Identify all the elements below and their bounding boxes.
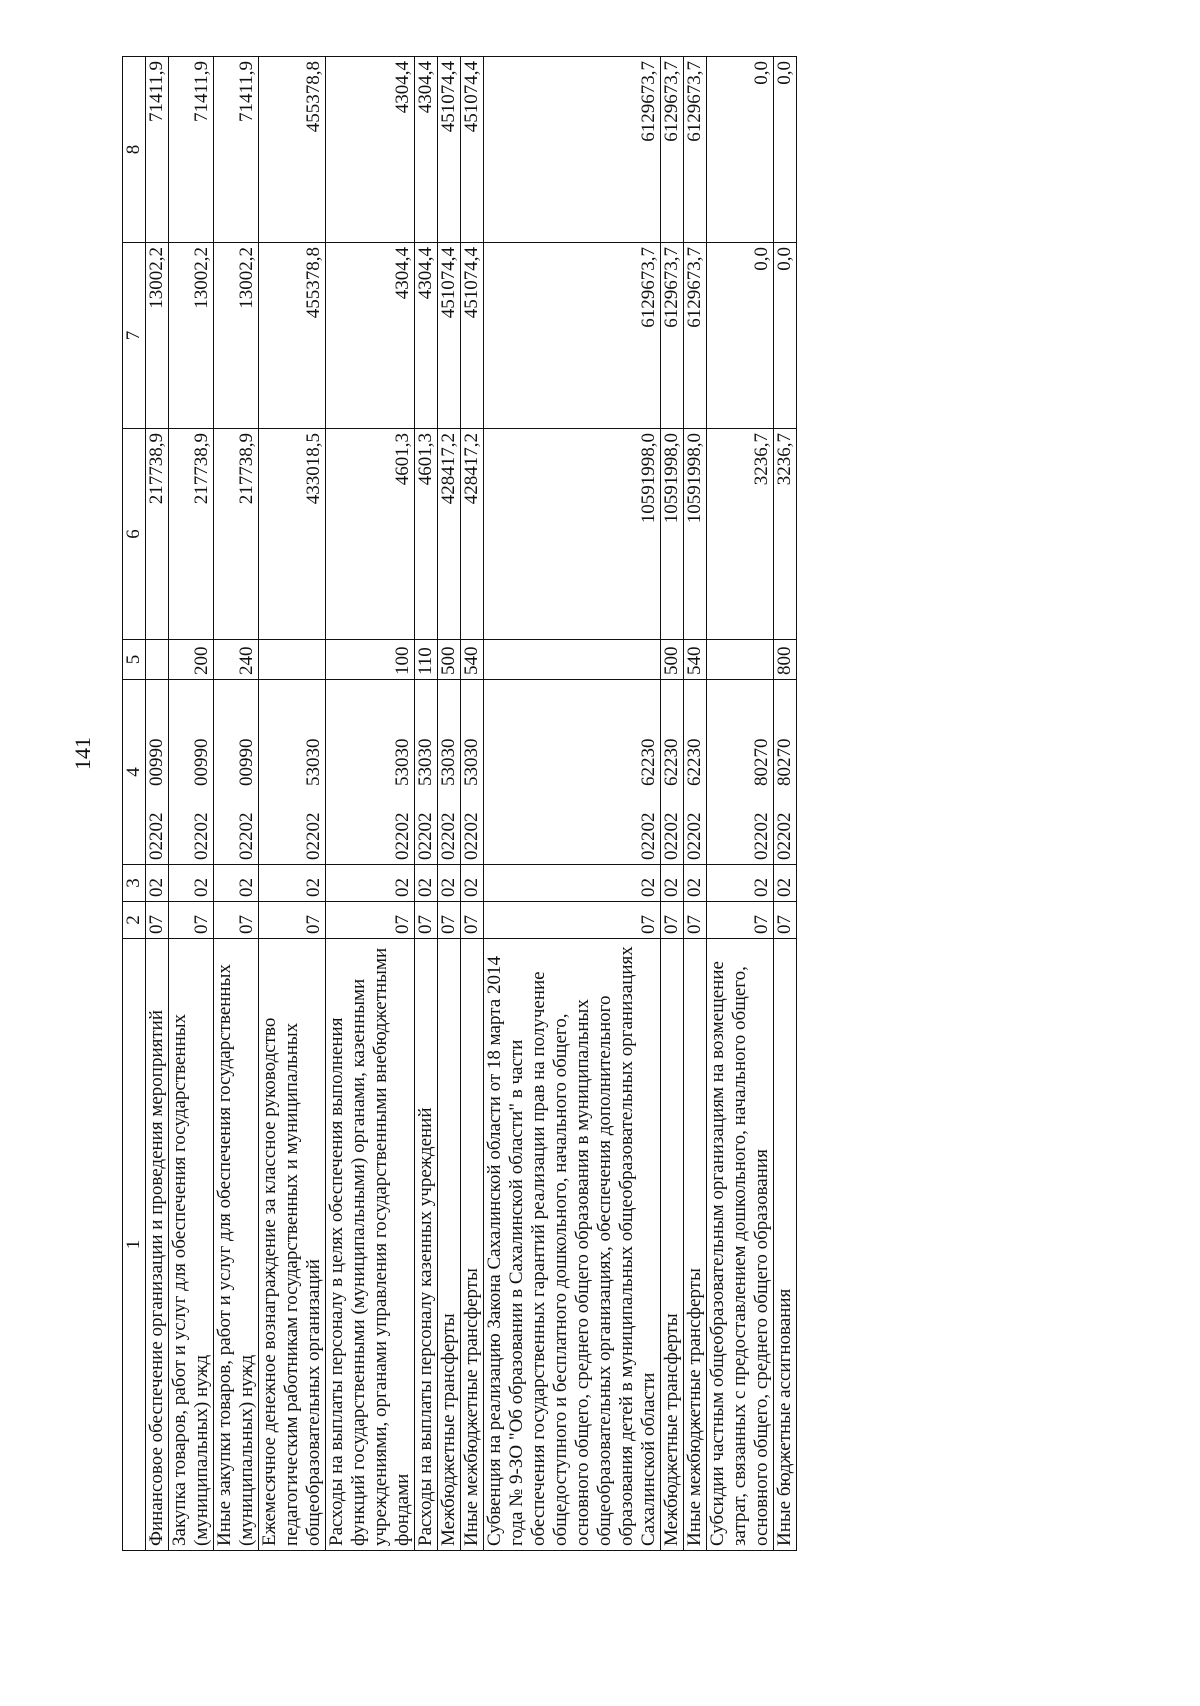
row-subsection: 02 [661,865,684,902]
row-amount-col-6: 10591998,0 [661,429,684,640]
row-subsection: 02 [707,865,774,902]
table-row [661,57,684,1551]
table-row [214,57,259,1551]
row-amount-col-8: 4304,4 [415,57,438,243]
table-row [461,57,484,1551]
row-section: 07 [259,902,326,939]
row-subsection: 02 [461,865,484,902]
row-section: 07 [146,902,169,939]
program-code-part: 00990 [146,738,167,786]
program-code-part: 02202 [303,812,324,860]
row-subsection: 02 [146,865,169,902]
row-description: Иные межбюджетные трансферты [461,939,484,1551]
program-code-part: 02202 [661,812,682,860]
program-code-part: 00990 [236,738,257,786]
row-expense-type: 540 [461,640,484,680]
row-amount-col-8: 71411,9 [214,57,259,243]
row-expense-type: 800 [774,640,797,680]
program-code-part: 80270 [751,738,772,786]
row-description: Субвенция на реализацию Закона Сахалинской области от 18 марта 2014 года № 9-ЗО "Об образовании в Сахалинской области" в части обеспечения государственных гарантий реализации прав на получение общедоступного и бесплатного дошкольного, начального общего, основного общего, среднего общего образования в муниципальных общеобразовательных организациях, обеспечения дополнительного образования детей в муниципальных общеобразовательных организациях Сахалинской области [484,939,661,1551]
row-amount-col-6: 217738,9 [169,429,214,640]
row-description: Иные закупки товаров, работ и услуг для обеспечения государственных (муниципальных) нужд [214,939,259,1551]
row-expense-type: 100 [326,640,415,680]
row-description: Расходы на выплаты персоналу в целях обеспечения выполнения функций государственными (муниципальными) органами, казенными учреждениями, органами управления государственными внебюджетными фондами [326,939,415,1551]
table-row [146,57,169,1551]
row-amount-col-7: 13002,2 [214,243,259,429]
budget-table [122,56,797,1551]
row-expense-type: 500 [438,640,461,680]
row-amount-col-7: 4304,4 [326,243,415,429]
row-description: Ежемесячное денежное вознаграждение за классное руководство педагогическим работникам государственных и муниципальных общеобразовательных организаций [259,939,326,1551]
program-code-part: 53030 [392,738,413,786]
row-amount-col-6: 217738,9 [214,429,259,640]
program-code-part: 53030 [461,738,482,786]
row-program-code [484,680,661,865]
row-amount-col-7: 6129673,7 [661,243,684,429]
program-code-part: 02202 [684,812,705,860]
row-amount-col-7: 6129673,7 [684,243,707,429]
table-row [415,57,438,1551]
row-amount-col-8: 455378,8 [259,57,326,243]
row-expense-type [146,640,169,680]
row-description: Межбюджетные трансферты [438,939,461,1551]
row-program-code [259,680,326,865]
row-amount-col-6: 428417,2 [461,429,484,640]
row-amount-col-8: 451074,4 [461,57,484,243]
header-col-1: 1 [123,939,146,1551]
table-row [259,57,326,1551]
row-expense-type [484,640,661,680]
table-row [484,57,661,1551]
row-program-code [438,680,461,865]
row-description: Закупка товаров, работ и услуг для обеспечения государственных (муниципальных) нужд [169,939,214,1551]
program-code-part: 00990 [191,738,212,786]
program-code-part: 80270 [774,738,795,786]
row-amount-col-6: 4601,3 [326,429,415,640]
row-amount-col-7: 451074,4 [438,243,461,429]
row-section: 07 [169,902,214,939]
row-section: 07 [707,902,774,939]
row-amount-col-7: 13002,2 [169,243,214,429]
row-subsection: 02 [214,865,259,902]
row-amount-col-6: 10591998,0 [484,429,661,640]
row-description: Межбюджетные трансферты [661,939,684,1551]
row-section: 07 [326,902,415,939]
row-program-code [461,680,484,865]
program-code-part: 02202 [438,812,459,860]
row-program-code [146,680,169,865]
row-program-code [169,680,214,865]
row-amount-col-6: 3236,7 [707,429,774,640]
row-amount-col-7: 0,0 [774,243,797,429]
row-expense-type [259,640,326,680]
row-section: 07 [415,902,438,939]
row-amount-col-7: 4304,4 [415,243,438,429]
row-section: 07 [484,902,661,939]
budget-table-container [122,57,1182,1551]
row-section: 07 [774,902,797,939]
row-subsection: 02 [684,865,707,902]
row-expense-type [707,640,774,680]
program-code-part: 02202 [191,812,212,860]
row-amount-col-7: 13002,2 [146,243,169,429]
row-amount-col-8: 0,0 [774,57,797,243]
row-expense-type: 500 [661,640,684,680]
row-program-code [415,680,438,865]
row-amount-col-8: 0,0 [707,57,774,243]
row-amount-col-6: 10591998,0 [684,429,707,640]
row-subsection: 02 [484,865,661,902]
row-amount-col-8: 451074,4 [438,57,461,243]
row-description: Иные межбюджетные трансферты [684,939,707,1551]
row-subsection: 02 [415,865,438,902]
row-amount-col-8: 6129673,7 [661,57,684,243]
program-code-part: 02202 [392,812,413,860]
row-program-code [214,680,259,865]
row-expense-type: 110 [415,640,438,680]
program-code-part: 02202 [146,812,167,860]
row-amount-col-6: 4601,3 [415,429,438,640]
table-row [684,57,707,1551]
row-subsection: 02 [169,865,214,902]
row-amount-col-7: 0,0 [707,243,774,429]
row-amount-col-7: 451074,4 [461,243,484,429]
program-code-part: 02202 [461,812,482,860]
program-code-part: 53030 [415,738,436,786]
row-description: Расходы на выплаты персоналу казенных учреждений [415,939,438,1551]
row-expense-type: 200 [169,640,214,680]
program-code-part: 62230 [638,738,659,786]
row-section: 07 [438,902,461,939]
row-amount-col-6: 217738,9 [146,429,169,640]
program-code-part: 62230 [684,738,705,786]
row-program-code [707,680,774,865]
row-amount-col-8: 6129673,7 [684,57,707,243]
row-section: 07 [684,902,707,939]
table-row [774,57,797,1551]
row-program-code [326,680,415,865]
header-col-8: 8 [123,57,146,243]
row-subsection: 02 [326,865,415,902]
program-code-part: 53030 [303,738,324,786]
row-subsection: 02 [774,865,797,902]
row-program-code [661,680,684,865]
row-amount-col-8: 6129673,7 [484,57,661,243]
header-col-4: 4 [123,680,146,865]
page-number: 141 [70,737,95,770]
row-description: Субсидии частным общеобразовательным организациям на возмещение затрат, связанных с предоставлением дошкольного, начального общего, основного общего, среднего общего образования [707,939,774,1551]
row-amount-col-7: 6129673,7 [484,243,661,429]
table-row [326,57,415,1551]
row-expense-type: 240 [214,640,259,680]
row-amount-col-8: 71411,9 [146,57,169,243]
table-row [707,57,774,1551]
row-amount-col-6: 433018,5 [259,429,326,640]
program-code-part: 02202 [236,812,257,860]
header-col-3: 3 [123,865,146,902]
row-amount-col-8: 71411,9 [169,57,214,243]
row-amount-col-8: 4304,4 [326,57,415,243]
row-amount-col-7: 455378,8 [259,243,326,429]
row-subsection: 02 [259,865,326,902]
table-row [169,57,214,1551]
header-col-5: 5 [123,640,146,680]
program-code-part: 02202 [415,812,436,860]
header-col-7: 7 [123,243,146,429]
row-description: Иные бюджетные ассигнования [774,939,797,1551]
row-section: 07 [461,902,484,939]
row-section: 07 [661,902,684,939]
row-section: 07 [214,902,259,939]
header-col-2: 2 [123,902,146,939]
row-amount-col-6: 428417,2 [438,429,461,640]
row-expense-type: 540 [684,640,707,680]
program-code-part: 53030 [438,738,459,786]
program-code-part: 62230 [661,738,682,786]
row-subsection: 02 [438,865,461,902]
row-program-code [684,680,707,865]
row-amount-col-6: 3236,7 [774,429,797,640]
program-code-part: 02202 [638,812,659,860]
header-row [123,57,146,1551]
row-description: Финансовое обеспечение организации и проведения мероприятий [146,939,169,1551]
program-code-part: 02202 [751,812,772,860]
program-code-part: 02202 [774,812,795,860]
row-program-code [774,680,797,865]
header-col-6: 6 [123,429,146,640]
table-row [438,57,461,1551]
